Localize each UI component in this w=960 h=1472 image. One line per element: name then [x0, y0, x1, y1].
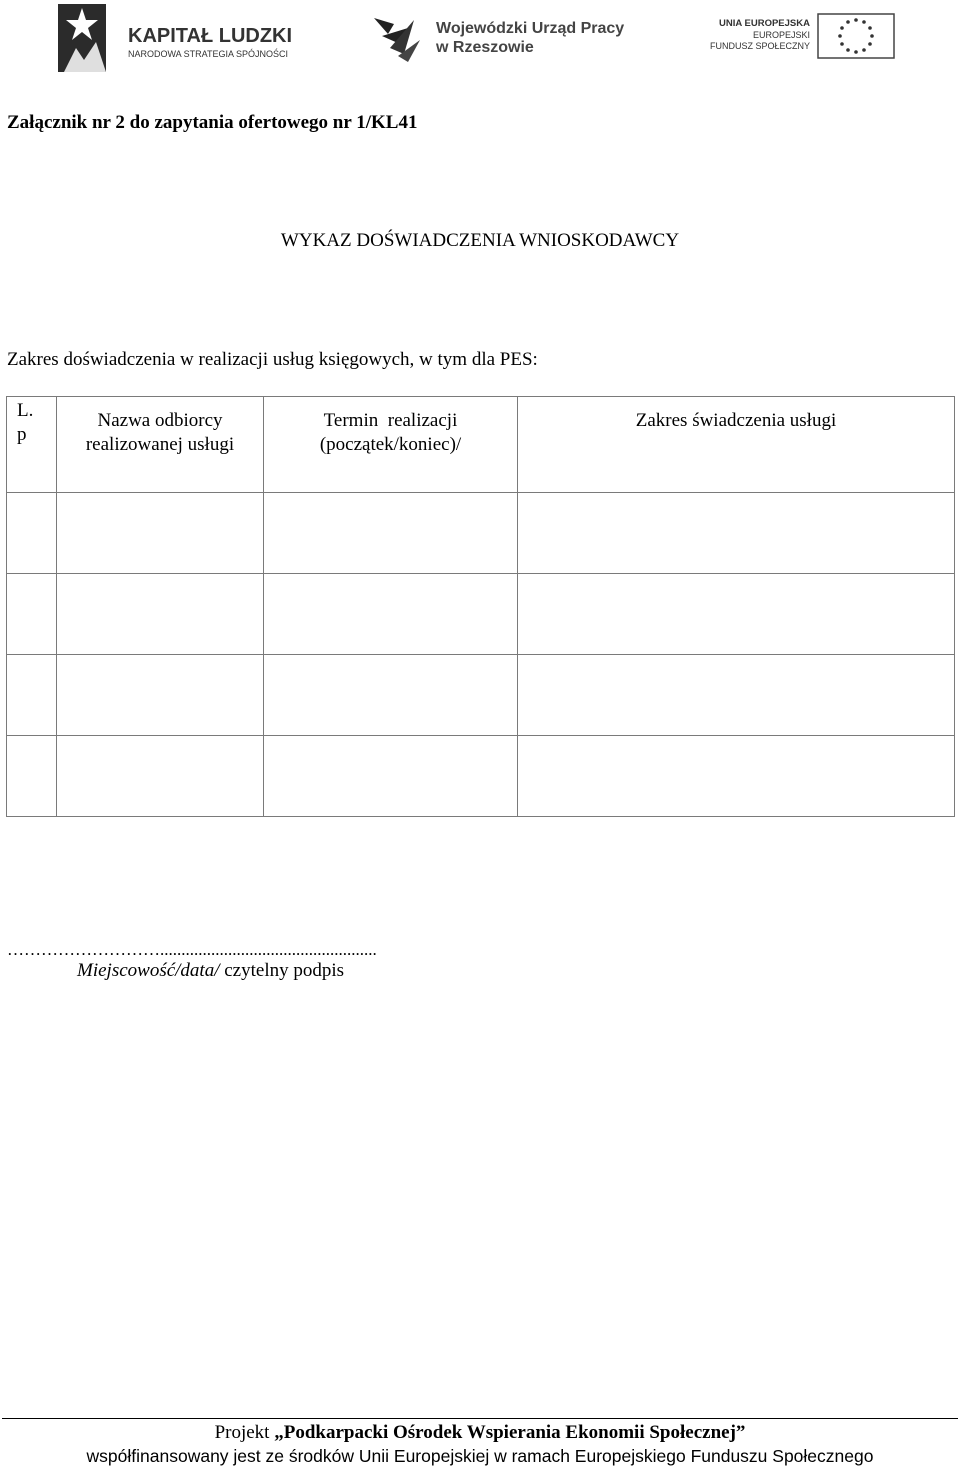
footer-project-line [0, 1422, 960, 1444]
cell-term[interactable] [264, 655, 518, 736]
header-recipient-line1: Nazwa odbiorcy [97, 410, 223, 431]
main-title: WYKAZ DOŚWIADCZENIA WNIOSKODAWCY [280, 230, 680, 251]
cell-lp[interactable] [7, 493, 57, 574]
header-term-line1: Termin realizacji [323, 410, 458, 431]
kapital-ludzki-logo [56, 2, 306, 74]
logo-ue-line3: FUNDUSZ SPOŁECZNY [709, 41, 810, 51]
cell-lp[interactable] [7, 574, 57, 655]
cell-scope[interactable] [518, 655, 955, 736]
header-scope [518, 397, 955, 493]
header-term-line2: (początek/koniec)/ [319, 434, 462, 455]
logo-wup-line1: Wojewódzki Urząd Pracy [436, 20, 625, 37]
attachment-title: Załącznik nr 2 do zapytania ofertowego nr 1/KL41 [7, 112, 418, 133]
cell-term[interactable] [264, 493, 518, 574]
cell-recipient[interactable] [57, 736, 264, 817]
signature-label-rest: czytelny podpis [219, 960, 345, 981]
logo-kl-title: KAPITAŁ LUDZKI [128, 25, 293, 47]
header-lp-line1: L. [17, 400, 34, 421]
wup-rzeszow-logo [368, 10, 630, 64]
footer-funding-line: współfinansowany jest ze środków Unii Europejskiej w ramach Europejskiego Funduszu Społecznego [86, 1446, 874, 1466]
table-header-row [7, 397, 955, 493]
signature-line[interactable]: ………………………................................................... [7, 940, 377, 959]
cell-term[interactable] [264, 574, 518, 655]
signature-label [77, 960, 344, 982]
scope-description: Zakres doświadczenia w realizacji usług księgowych, w tym dla PES: [7, 349, 538, 370]
header-term [264, 397, 518, 493]
header-recipient-line2: realizowanej usługi [85, 434, 235, 455]
footer-project-name: „Podkarpacki Ośrodek Wspierania Ekonomii Społecznej” [274, 1422, 746, 1443]
signature-label-italic: Miejscowość/data/ [77, 960, 220, 981]
footer-project-prefix: Projekt [214, 1422, 275, 1443]
cell-scope[interactable] [518, 493, 955, 574]
experience-table [6, 396, 955, 817]
table-row [7, 655, 955, 736]
logo-ue-line2: EUROPEJSKI [752, 30, 810, 40]
header-lp-line2: p [17, 424, 27, 445]
cell-scope[interactable] [518, 736, 955, 817]
cell-lp[interactable] [7, 736, 57, 817]
header-scope-line1: Zakres świadczenia usługi [635, 410, 837, 431]
cell-scope[interactable] [518, 574, 955, 655]
eu-efs-logo [706, 12, 896, 60]
cell-term[interactable] [264, 736, 518, 817]
table-row [7, 736, 955, 817]
cell-recipient[interactable] [57, 574, 264, 655]
cell-lp[interactable] [7, 655, 57, 736]
header-recipient [57, 397, 264, 493]
logo-ue-line1: UNIA EUROPEJSKA [719, 18, 810, 29]
header-lp [7, 397, 57, 493]
cell-recipient[interactable] [57, 655, 264, 736]
footer-divider [2, 1418, 958, 1419]
cell-recipient[interactable] [57, 493, 264, 574]
logo-wup-line2: w Rzeszowie [436, 39, 534, 56]
table-row [7, 574, 955, 655]
logo-kl-subtitle: NARODOWA STRATEGIA SPÓJNOŚCI [128, 49, 289, 59]
table-row [7, 493, 955, 574]
